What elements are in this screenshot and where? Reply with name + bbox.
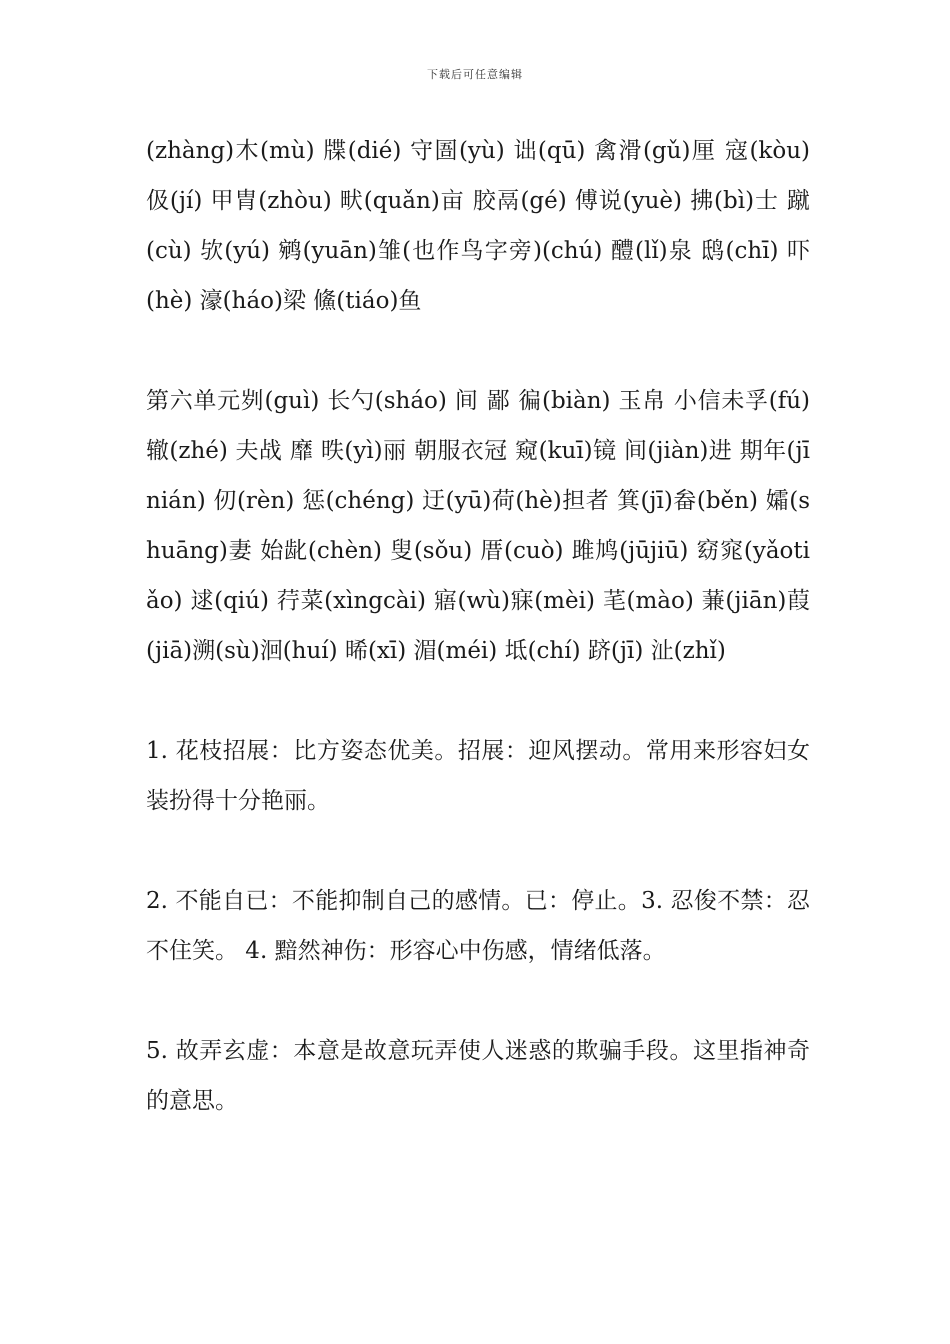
idiom-definition-1: 1. 花枝招展：比方姿态优美。招展：迎风摆动。常用来形容妇女装扮得十分艳丽。 — [146, 738, 810, 814]
paragraph-gap — [146, 976, 810, 1026]
idiom-definition-5: 5. 故弄玄虚：本意是故意玩弄使人迷惑的欺骗手段。这里指神奇的意思。 — [146, 1038, 810, 1114]
document-body — [146, 126, 810, 1126]
paragraph-gap — [146, 826, 810, 876]
unit-six-vocab-paragraph: 第六单元刿(guì) 长勺(sháo) 间 鄙 徧(biàn) 玉帛 小信未孚(fú) 辙(zhé) 夫战 靡 昳(yì)丽 朝服衣冠 窥(kuī)镜 间(jiàn)进 期年(jīnián) 仞(rèn) 惩(chéng) 迂(yū)荷(hè)担者 箕(jī)畚(běn) 孀(shuāng)妻 始龀(chèn) 叟(sǒu) 厝(cuò) 雎鸠(jūjiū) 窈窕(yǎotiǎo) 逑(qiú) 荇菜(xìngcài) 寤(wù)寐(mèi) 芼(mào) 蒹(jiān)葭(jiā)溯(sù)洄(huí) 晞(xī) 湄(méi) 坻(chí) 跻(jī) 沚(zhǐ) — [146, 388, 810, 664]
paragraph-gap — [146, 676, 810, 726]
page-header: 下载后可任意编辑 — [427, 68, 523, 81]
paragraph-gap — [146, 326, 810, 376]
pronunciation-list-paragraph: (zhàng)木(mù) 牒(dié) 守圄(yù) 诎(qū) 禽滑(gǔ)厘 寇(kòu) 伋(jí) 甲胄(zhòu) 畎(quǎn)亩 胶鬲(gé) 傅说(yuè) 拂(bì)士 蹴(cù) 欤(yú) 鹓(yuān)雏(也作鸟字旁)(chú) 醴(lǐ)泉 鸱(chī) 吓(hè) 濠(háo)梁 鯈(tiáo)鱼 — [146, 138, 810, 314]
idiom-definition-2-4: 2. 不能自已：不能抑制自己的感情。已：停止。3. 忍俊不禁：忍不住笑。 4. 黯然神伤：形容心中伤感，情绪低落。 — [146, 888, 810, 964]
